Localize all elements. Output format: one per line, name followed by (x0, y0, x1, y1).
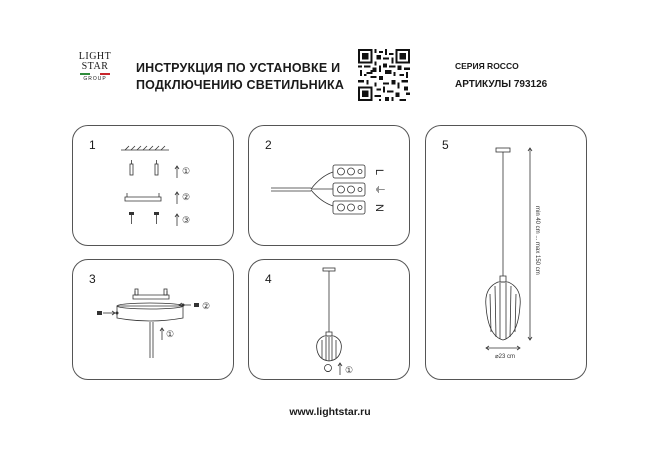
website-link[interactable]: www.lightstar.ru (289, 406, 371, 418)
step-marker-2: ② (182, 192, 191, 202)
step-number: 2 (265, 138, 272, 152)
title-line-1: ИНСТРУКЦИЯ ПО УСТАНОВКЕ И (136, 61, 341, 75)
step-panel-3 (72, 259, 234, 380)
terminal-live: L (373, 169, 385, 176)
ceiling-mounting-illustration (73, 126, 235, 247)
step-marker-1: ① (166, 329, 175, 339)
step-number: 4 (265, 272, 272, 286)
wiring-illustration (249, 126, 411, 247)
terminal-neutral: N (373, 204, 385, 212)
terminal-block-icon (333, 165, 365, 214)
terminal-ground: ⏚ (373, 184, 385, 195)
series-label: СЕРИЯ ROCCO (455, 61, 519, 71)
logo-text-star: STAR (81, 61, 109, 72)
title-line-2: ПОДКЛЮЧЕНИЮ СВЕТИЛЬНИКА (136, 78, 345, 92)
dimensions-illustration (426, 126, 588, 381)
instruction-title (136, 60, 344, 94)
step-number: 3 (89, 272, 96, 286)
step-number: 5 (442, 138, 449, 152)
height-dimension-label: min 40 cm ... max 150 cm (534, 206, 540, 275)
bulb-install-illustration (249, 260, 411, 381)
step-panel-4 (248, 259, 410, 380)
step-panel-2 (248, 125, 410, 246)
step-marker-3: ③ (182, 215, 191, 225)
canopy-assembly-illustration (73, 260, 235, 381)
step-panel-5 (425, 125, 587, 380)
ceiling-hatch-icon (125, 146, 165, 150)
step-marker-1: ① (345, 365, 354, 375)
logo-text-light: LIGHT (78, 51, 112, 62)
logo-flag-stripe (80, 73, 110, 75)
article-number: АРТИКУЛЫ 793126 (455, 79, 548, 90)
lightstar-logo (78, 52, 112, 82)
logo-text-group: GROUP (83, 76, 107, 82)
step-number: 1 (89, 138, 96, 152)
step-marker-2: ② (202, 301, 211, 311)
qr-code-icon[interactable] (358, 49, 410, 101)
step-panel-1 (72, 125, 234, 246)
step-marker-1: ① (182, 166, 191, 176)
bulb-icon (325, 365, 332, 372)
diameter-dimension-label: ⌀23 cm (495, 354, 515, 360)
